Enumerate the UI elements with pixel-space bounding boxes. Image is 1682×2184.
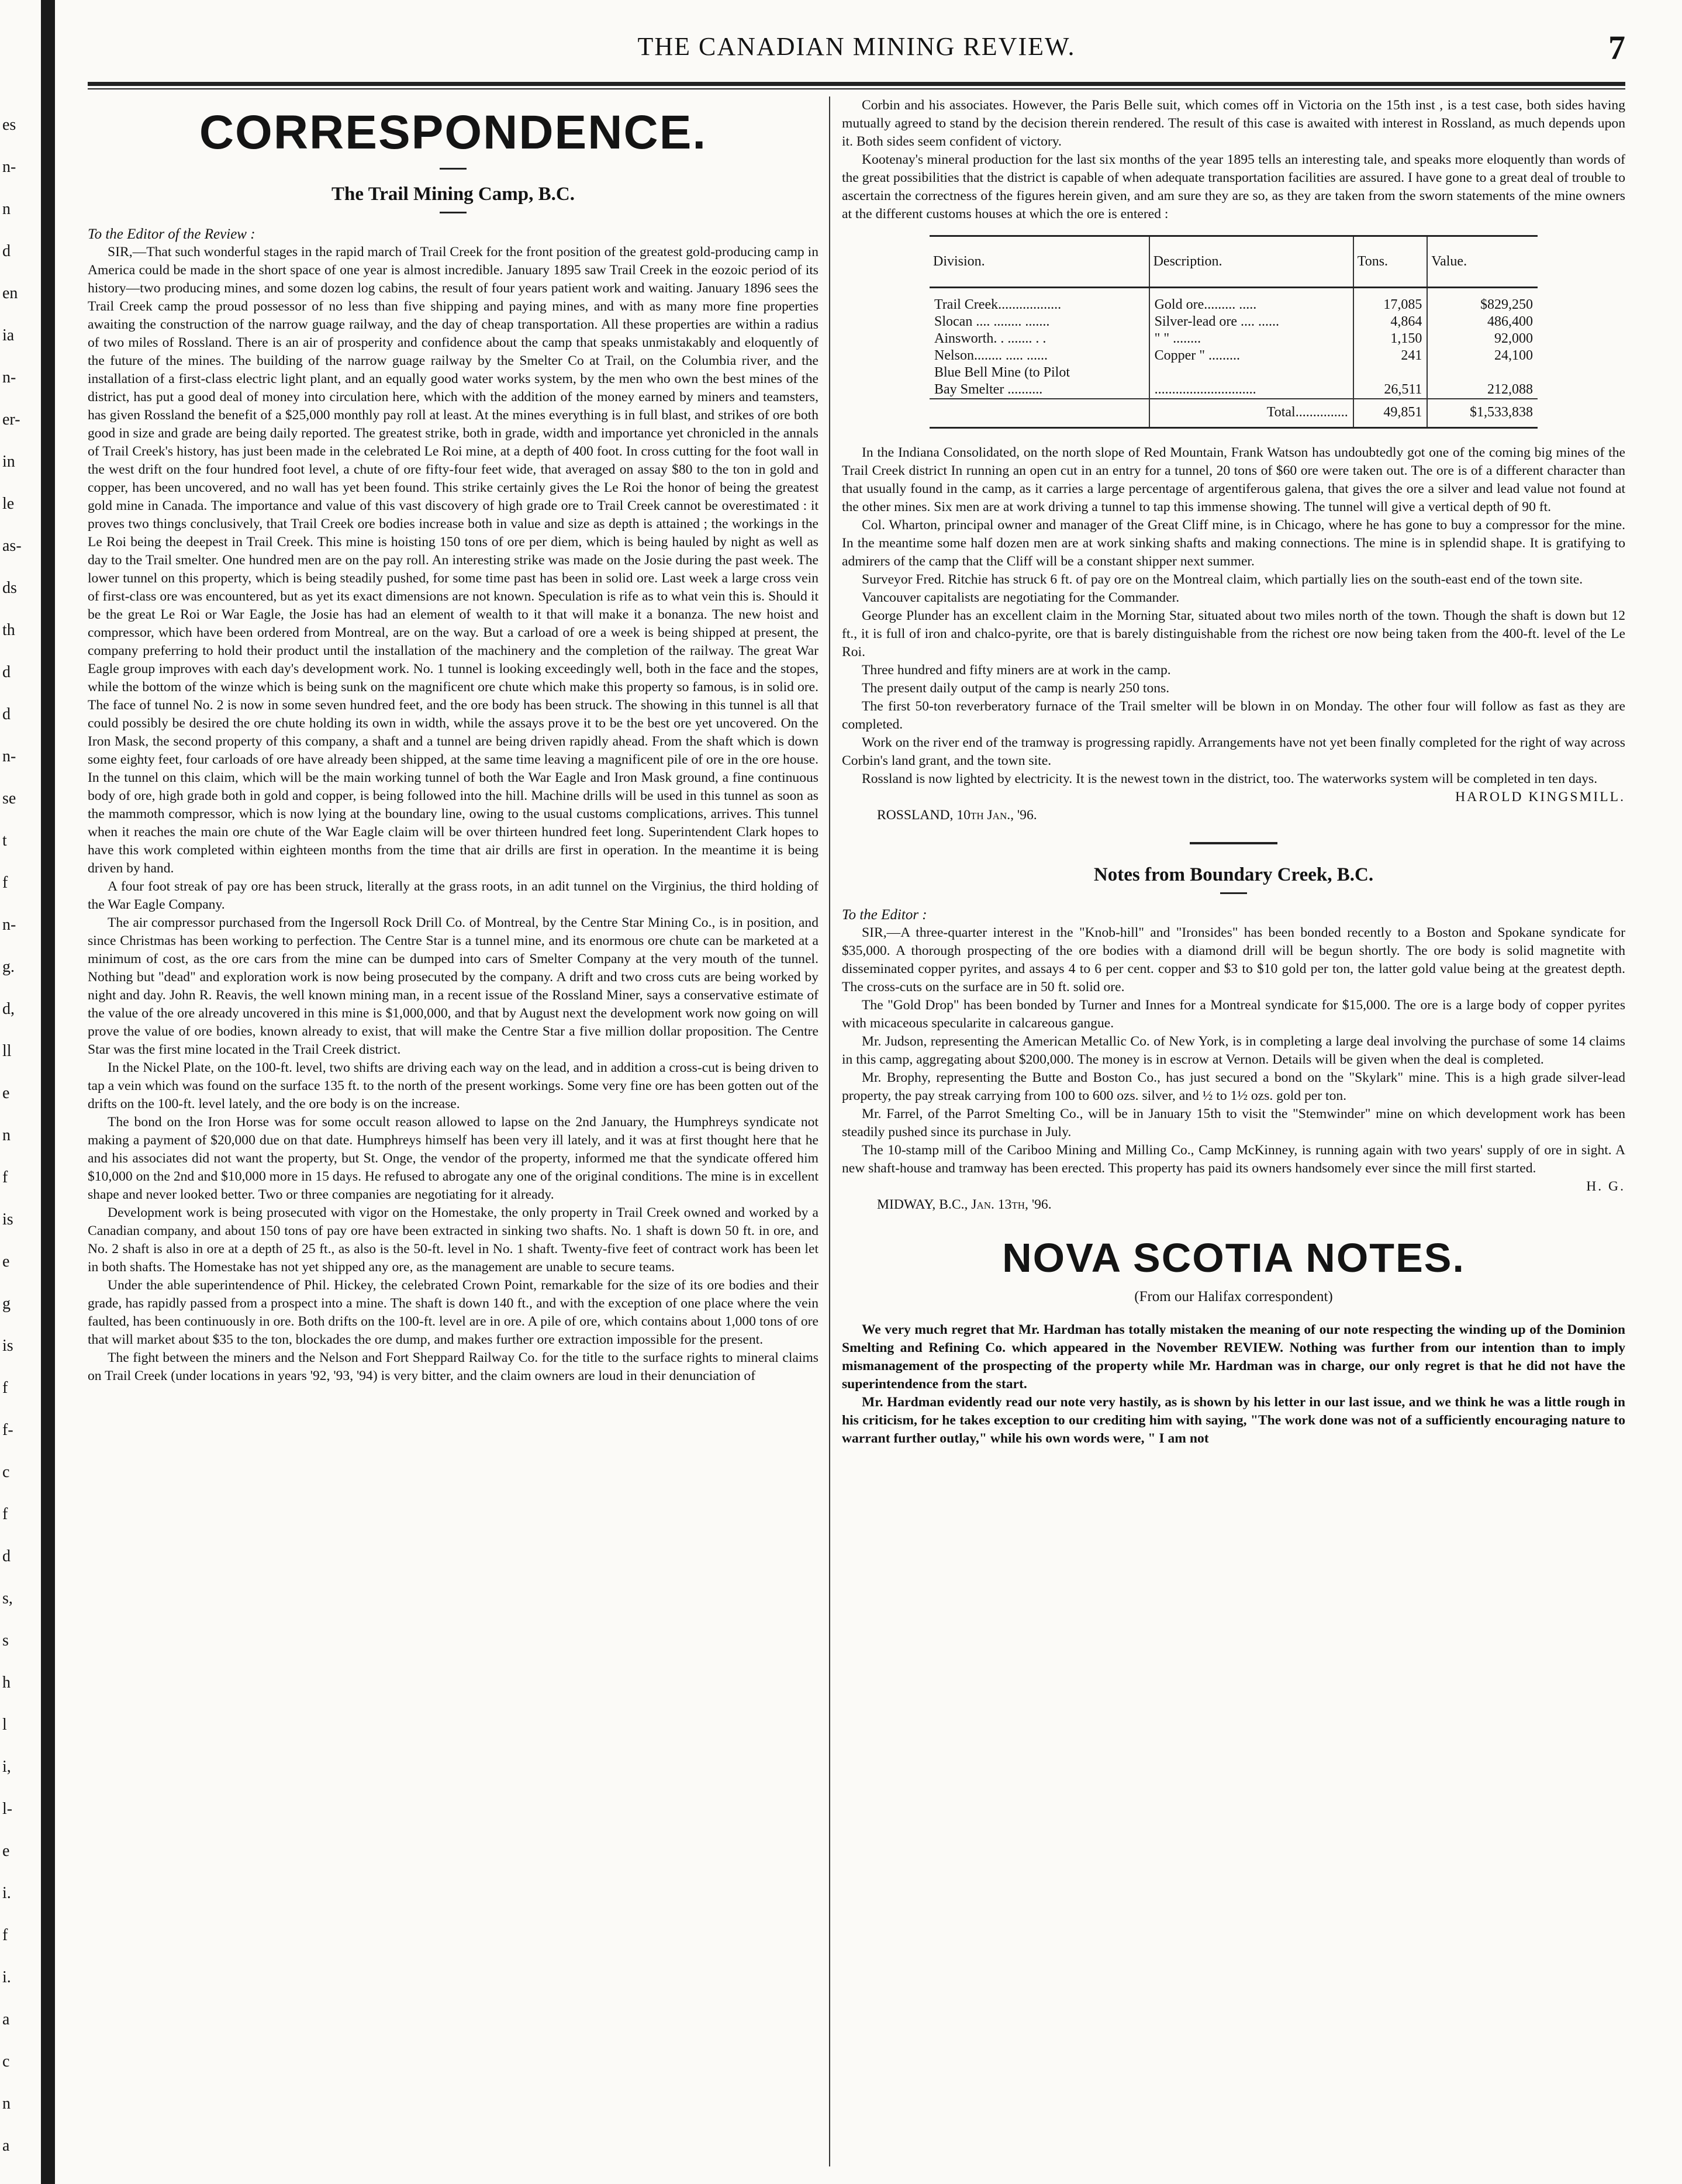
table-cell: Silver-lead ore .... ...... [1149, 313, 1353, 330]
divider-dash [440, 212, 467, 213]
page-header [88, 26, 1625, 73]
margin-fragment: g [2, 1295, 11, 1313]
margin-fragment: n [2, 2095, 11, 2113]
table-cell: 17,085 [1353, 288, 1428, 314]
trail-dateline: ROSSLAND, 10th Jan., '96. [877, 808, 1037, 823]
table-row [930, 381, 1538, 399]
margin-fragment: l [2, 1716, 7, 1734]
margin-fragment: is [2, 1210, 13, 1229]
margin-fragment: a [2, 2010, 10, 2028]
table-cell: 4,864 [1353, 313, 1428, 330]
margin-fragment: f [2, 1168, 8, 1186]
journal-title: THE CANADIAN MINING REVIEW. [637, 32, 1076, 61]
margin-fragment: en [2, 284, 18, 302]
boundary-article-body [842, 924, 1625, 1178]
margin-fragment: e [2, 1842, 10, 1860]
margin-fragment: n- [2, 747, 16, 765]
right-column [842, 96, 1625, 2166]
margin-fragment: es [2, 116, 16, 134]
margin-fragment: ia [2, 326, 15, 344]
margin-fragment: f [2, 1505, 8, 1523]
table-cell: 24,100 [1427, 347, 1538, 364]
margin-fragment: n- [2, 158, 16, 176]
paragraph: In the Indiana Consolidated, on the north slope of Red Mountain, Frank Watson has undoubtedly got one of the coming big mines of the Trail Creek district In running an open cut in an entry for a tunnel, 20 tons of $60 ore were taken out. The ore is of a different character than that usually found in the camp, as it carries a large percentage of argentiferous galena, that gives the ore a silver and lead value not found at the other mines. Six men are at work driving a tunnel to tap this immense showing. The tunnel will give a vertical depth of 90 ft. [842, 445, 1625, 515]
margin-fragment: t [2, 831, 7, 850]
margin-fragment: a [2, 2137, 10, 2155]
margin-fragment: d [2, 242, 11, 260]
left-margin-fragments [0, 0, 39, 2184]
table-cell: 486,400 [1427, 313, 1538, 330]
table-cell [1427, 364, 1538, 381]
margin-fragment: f- [2, 1421, 13, 1439]
margin-fragment: e [2, 1253, 10, 1271]
paragraph: Corbin and his associates. However, the Paris Belle suit, which comes off in Victoria on the 15th inst , is a test case, both sides having mutually agreed to stand by the decision therein rendered. The result of this case is awaited with interest in Rossland, as much depends upon it. Both sides seem confident of victory. [842, 98, 1625, 149]
table-header-value: Value. [1427, 236, 1538, 288]
paragraph: The fight between the miners and the Nelson and Fort Sheppard Railway Co. for the title to the surface rights to mineral claims on Trail Creek (under locations in years '92, '93, '94) is very bitter, and the claim owners are loud in their denunciation of [88, 1350, 818, 1383]
paragraph: Rossland is now lighted by electricity. It is the newest town in the district, too. The waterworks system will be completed in ten days. [862, 771, 1598, 786]
margin-fragment: i, [2, 1758, 11, 1776]
header-rule [88, 82, 1625, 86]
table-cell: 26,511 [1353, 381, 1428, 399]
margin-fragment: n- [2, 916, 16, 934]
trail-continuation [842, 96, 1625, 223]
margin-fragment: d [2, 1547, 11, 1565]
margin-fragment: in [2, 453, 15, 471]
margin-fragment: g. [2, 958, 15, 976]
trail-article-title: The Trail Mining Camp, B.C. [331, 184, 575, 205]
divider-dash [1220, 892, 1247, 894]
paragraph: We very much regret that Mr. Hardman has totally mistaken the meaning of our note respecting the winding up of the Dominion Smelting and Refining Co. which appeared in the November REVIEW. Nothing was further from our intention than to imply mismanagement of the prospecting of the property while Mr. Hardman was in charge, our only regret is that he did not have the superintendence from the start. [842, 1322, 1625, 1392]
nova-scotia-heading: NOVA SCOTIA NOTES. [1002, 1235, 1465, 1281]
paragraph: The "Gold Drop" has been bonded by Turner and Innes for a Montreal syndicate for $15,000. The ore is a large body of copper pyrites with micaceous specularite in calcareous gangue. [842, 998, 1625, 1031]
table-cell: Slocan .... ........ ....... [934, 314, 1050, 329]
boundary-signature: H. G. [1586, 1179, 1625, 1194]
paragraph: A four foot streak of pay ore has been struck, literally at the grass roots, in an adit tunnel on the Virginius, the third holding of the War Eagle Company. [88, 879, 818, 912]
paragraph: In the Nickel Plate, on the 100-ft. level, two shifts are driving each way on the lead, and in addition a cross-cut is being driven to tap a vein which was found on the surface 135 ft. to the north of the present workings. Some very fine ore has been gotten out of the drifts on the 100-ft. level lately, and the ore body is on the increase. [88, 1060, 818, 1112]
margin-fragment: n [2, 1126, 11, 1144]
paragraph: Surveyor Fred. Ritchie has struck 6 ft. of pay ore on the Montreal claim, which partially lies on the south-east end of the town site. [862, 572, 1583, 587]
table-cell: " " ........ [1149, 330, 1353, 347]
margin-fragment: as- [2, 537, 22, 555]
paragraph: SIR,—That such wonderful stages in the rapid march of Trail Creek for the front position of the greatest gold-producing camp in America could be made in the short space of one year is almost incredible. January 1895 saw Trail Creek in the eozoic period of its history—two producing mines, and some dozen log cabins, the result of four years patient work and waiting. January 1896 sees the Trail Creek camp the proud possessor of no less than five shipping and paying mines, and with as many more fine properties awaiting the construction of the narrow guage railway, and the day of cheap transportation. All these properties are within a radius of two miles of Rossland. There is an air of prosperity and confidence about the camp that speaks unmistakably and eloquently of the future of the mines. The building of the narrow guage railway by the Smelter Co at Trail, on the Columbia river, and the installation of a first-class electric light plant, and an equally good water works system, by the men who own the best mines of the district, has put a good deal of money into circulation here, which with the addition of the money earned by miners and teamsters, has given Rossland the benefit of a $25,000 monthly pay roll at least. At the mines everything is in full blast, and strikes of ore both good in size and grade are being daily reported. The greatest strike, both in grade, width and importance yet chronicled in the annals of Trail Creek's history, has just been made in the celebrated Le Roi mine, at a depth of 400 foot. In cross cutting for the foot wall in the west drift on the four hundred foot level, a chute of ore fifty-four feet wide, that averaged on assay $80 to the ton in gold and copper, has been uncovered, and no wall has yet been found. This strike certainly gives the Le Roi the honor of being the greatest gold mine in Canada. The importance and value of this vast discovery of high grade ore to Trail Creek cannot be overestimated : it proves two things conclusively, that Trail Creek ore bodies increase both in value and size as depth is attained ; the workings in the Le Roi being the deepest in Trail Creek. This mine is hoisting 150 tons of ore per diem, which is being hauled by night as well as day to the Trail smelter. One hundred men are on the pay roll. An interesting strike was made on the Josie during the past week. The lower tunnel on this property, which is being steadily pushed, for some time past has been in solid ore. Last week a large cross vein of first-class ore was encountered, but as yet its exact dimensions are not known. Speculation is rife as to what vein this is. Should it be the great Le Roi or War Eagle, the Josie has had an element of wealth to it that will make it a bonanza. The new hoist and compressor, which have been ordered from Montreal, are on the way. But a carload of ore a week is being shipped at present, the company preferring to hold their product until the installation of the machinery and the completion of the railway. The great War Eagle group improves with each day's development work. No. 1 tunnel is looking exceedingly well, both in the face and the stopes, while the bottom of the winze which is being sunk on the magnificent ore chute which make this property so famous, is in solid ore. The face of tunnel No. 2 is now in some seven hundred feet, and the ore body has been struck. The showing in this tunnel is all that could possibly be desired the ore chute holding its own in width, while the assays prove it to be the best ore yet uncovered. On the Iron Mask, the second property of this company, a shaft and a tunnel are being driven rapidly ahead. From the shaft which is down some eighty feet, four carloads of ore have already been shipped, at the same time leaving a magnificent pile of ore in the ore house. In the tunnel on this claim, which will be the main working tunnel of both the War Eagle and Iron Mask ground, a fine continuous body of ore, high grade both in gold and copper, is being followed into the hill. Machine drills will be used in this tunnel as soon as the mammoth compressor, which is now lying at the boundary line, owing to the usual customs complications, arrives. This tunnel when it reaches the main ore chute of the War Eagle claim will be over thirteen hundred feet long. Superintendent Clark hopes to have this work completed within eighteen months from the time that air drills are first in operation. In the meantime it is being driven by hand. [88, 244, 818, 876]
table-cell [1353, 364, 1428, 381]
table-header-division: Division. [930, 236, 1149, 288]
nova-scotia-body [842, 1321, 1625, 1448]
table-cell: 241 [1353, 347, 1428, 364]
boundary-article-title: Notes from Boundary Creek, B.C. [1093, 864, 1374, 885]
paragraph: Kootenay's mineral production for the last six months of the year 1895 tells an interesting tale, and speaks more eloquently than words of the great possibilities that the district is capable of when adequate transportation facilities are assured. I have gone to a great deal of trouble to ascertain the correctness of the figures herein given, and am sure they are so, as they are taken from the sworn statements of the mine owners at the different customs houses at which the ore is entered : [842, 152, 1625, 222]
paragraph: The present daily output of the camp is nearly 250 tons. [862, 681, 1170, 696]
margin-fragment: f [2, 1926, 8, 1944]
table-cell: Blue Bell Mine (to Pilot [934, 365, 1070, 380]
paragraph: Vancouver capitalists are negotiating for the Commander. [862, 590, 1180, 605]
table-cell [1149, 364, 1353, 381]
paragraph: Work on the river end of the tramway is progressing rapidly. Arrangements have not yet been finally completed for the right of way across Corbin's land grant, and the town site. [842, 735, 1625, 768]
paragraph: SIR,—A three-quarter interest in the "Knob-hill" and "Ironsides" has been bonded recently to a Boston and Spokane syndicate for $35,000. A thorough prospecting of the ore bodies with a diamond drill will be begun shortly. The ore body is solid magnetite with disseminated copper pyrites, and assays 4 to 6 per cent. copper and $3 to $10 gold per ton, the latter gold value being at the greatest depth. The cross-cuts on the surface are in 50 ft. solid ore. [842, 925, 1625, 995]
total-value: $1,533,838 [1427, 399, 1538, 428]
table-cell: 1,150 [1353, 330, 1428, 347]
paragraph: George Plunder has an excellent claim in the Morning Star, situated about two miles north of the town. Though the shaft is down but 12 ft., it is full of iron and chalco-pyrite, ore that is barely distinguishable from the richest ore now being taken from the 400-ft. level of the Le Roi. [842, 608, 1625, 660]
divider-dash [440, 168, 467, 170]
paragraph: Mr. Farrel, of the Parrot Smelting Co., will be in January 15th to visit the "Stemwinder" mine on which development work has been steadily pushed since its purchase in July. [842, 1106, 1625, 1140]
margin-fragment: i. [2, 1968, 11, 1986]
margin-fragment: c [2, 2052, 10, 2071]
header-rule-thin [88, 88, 1625, 89]
paragraph: Mr. Brophy, representing the Butte and Boston Co., has just secured a bond on the "Skylark" mine. This is a high grade silver-lead property, the pay streak carrying from 100 to 600 ozs. silver, and ½ to 1½ ozs. gold per ton. [842, 1070, 1625, 1103]
table-row [930, 313, 1538, 330]
paragraph: Mr. Hardman evidently read our note very hastily, as is shown by his letter in our last issue, and we think he was a little rough in his criticism, for he takes exception to our crediting him with saying, "The work done was not of a sufficiently encouraging nature to warrant further outlay," while his own words were, " I am not [842, 1395, 1625, 1446]
boundary-dateline: MIDWAY, B.C., Jan. 13th, '96. [877, 1197, 1052, 1212]
nova-scotia-subtitle: (From our Halifax correspondent) [1134, 1289, 1333, 1305]
trail-signature: HAROLD KINGSMILL. [1455, 789, 1625, 805]
paragraph: Col. Wharton, principal owner and manager of the Great Cliff mine, is in Chicago, where he has gone to buy a compressor for the mine. In the meantime some half dozen men are at work sinking shafts and making connections. The mine is in splendid shape. It is gratifying to admirers of the camp that the Cliff will be a constant shipper next summer. [842, 517, 1625, 569]
margin-fragment: th [2, 621, 15, 639]
margin-fragment: d, [2, 1000, 15, 1018]
table-row [930, 288, 1538, 314]
total-tons: 49,851 [1353, 399, 1428, 428]
margin-fragment: ll [2, 1042, 12, 1060]
margin-fragment: s, [2, 1589, 13, 1607]
table-total-row [930, 399, 1538, 428]
table-header-description: Description. [1149, 236, 1353, 288]
paragraph: Mr. Judson, representing the American Metallic Co. of New York, is in completing a large deal involving the purchase of some 14 claims in this camp, aggregating about $200,000. The money is in escrow at Vernon. Details will be given when the deal is completed. [842, 1034, 1625, 1067]
paragraph: The first 50-ton reverberatory furnace of the Trail smelter will be blown in on Monday. The other four will follow as fast as they are completed. [842, 699, 1625, 732]
margin-fragment: is [2, 1337, 13, 1355]
table-cell: Bay Smelter .......... [934, 382, 1043, 397]
production-table [930, 235, 1538, 429]
table-cell: 92,000 [1427, 330, 1538, 347]
table-cell: Trail Creek.................. [934, 297, 1062, 312]
margin-fragment: le [2, 495, 15, 513]
paragraph: Under the able superintendence of Phil. Hickey, the celebrated Crown Point, remarkable for the size of its ore bodies and their grade, has rapidly passed from a prospect into a mine. The shaft is down 140 ft., and with the exception of one place where the vein faulted, has been continuously in ore. Both drifts on the 100-ft. level are in ore. A pile of ore, which contains about 1,000 tons of ore that will market about $35 to the ton, blockades the ore dump, and makes further ore extraction impossible for the present. [88, 1278, 818, 1347]
paragraph: The air compressor purchased from the Ingersoll Rock Drill Co. of Montreal, by the Centre Star Mining Co., is in position, and since Christmas has been working to perfection. The Centre Star is a tunnel mine, and its enormous ore chute can be marketed at a minimum of cost, as the ore cars from the mine can be dumped into cars of Smelter Company at the very mouth of the tunnel. Nothing but "dead" and exploration work is now being prosecuted by the company. A drift and two cross cuts are being worked by night and day. John R. Reavis, the well known mining man, in a recent issue of the Rossland Miner, says a conservative estimate of the value of the ore already uncovered in this mine is $1,000,000, and that by August next the development work now going on will prove the value of ore bodies, known already to exist, that will make the Centre Star a five million dollar proposition. The Centre Star was the first mine located in the Trail Creek district. [88, 915, 818, 1057]
correspondence-heading: CORRESPONDENCE. [199, 106, 707, 159]
section-divider [1190, 842, 1277, 844]
margin-fragment: e [2, 1084, 10, 1102]
table-row [930, 347, 1538, 364]
table-row [930, 364, 1538, 381]
margin-fragment: c [2, 1463, 10, 1481]
boundary-salutation: To the Editor : [842, 907, 927, 923]
table-cell: Nelson........ ..... ...... [934, 348, 1048, 363]
paragraph: The 10-stamp mill of the Cariboo Mining and Milling Co., Camp McKinney, is running again with two years' supply of ore in sight. A new shaft-house and tramway has been erected. This property has paid its owners handsomely ever since the mill first started. [842, 1143, 1625, 1176]
table-header-tons: Tons. [1353, 236, 1428, 288]
margin-fragment: er- [2, 410, 20, 429]
margin-fragment: d [2, 705, 11, 723]
binding-bar [41, 0, 55, 2184]
left-column [88, 96, 818, 2166]
paragraph: The bond on the Iron Horse was for some occult reason allowed to lapse on the 2nd January, the Humphreys syndicate not making a payment of $20,000 due on that date. Humphreys himself has been very ill lately, and it was at first thought here that he and his associates did not want the property, but St. Onge, the vendor of the property, informed me that the syndicate offered him $10,000 on the 2nd and $10,000 more in 15 days. He refused to abrogate any one of the original conditions. The mine is in excellent shape and never looked better. Two or three companies are negotiating for it already. [88, 1115, 818, 1202]
table-cell: Gold ore......... ..... [1149, 288, 1353, 314]
paragraph: Three hundred and fifty miners are at work in the camp. [862, 663, 1171, 678]
trail-salutation: To the Editor of the Review : [88, 226, 255, 242]
table-row [930, 330, 1538, 347]
total-label: Total............... [1149, 399, 1353, 428]
margin-fragment: h [2, 1674, 11, 1692]
paragraph: Development work is being prosecuted with vigor on the Homestake, the only property in Trail Creek owned and worked by a Canadian company, and about 150 tons of pay ore have been extracted in sinking two shafts. No. 1 shaft is down 50 ft. in ore, and No. 2 shaft is also in ore at a depth of 25 ft., as also is the 50-ft. level in No. 1 shaft. Twenty-five feet of contract work has been let in both shafts. The Homestake has not yet shipped any ore, as the management are unable to secure teams. [88, 1205, 818, 1275]
column-divider [829, 96, 830, 2166]
table-cell: 212,088 [1427, 381, 1538, 399]
margin-fragment: d [2, 663, 11, 681]
table-cell: Ainsworth. . ....... . . [934, 331, 1046, 346]
margin-fragment: s [2, 1631, 9, 1650]
trail-article-body [88, 243, 818, 1385]
margin-fragment: ds [2, 579, 17, 597]
table-cell: ............................. [1149, 381, 1353, 399]
margin-fragment: se [2, 789, 16, 808]
margin-fragment: n [2, 200, 11, 218]
page-number: 7 [1608, 29, 1625, 67]
margin-fragment: n- [2, 368, 16, 387]
margin-fragment: i. [2, 1884, 11, 1902]
table-cell: $829,250 [1427, 288, 1538, 314]
table-cell: Copper " ......... [1149, 347, 1353, 364]
margin-fragment: l- [2, 1800, 13, 1818]
margin-fragment: f [2, 1379, 8, 1397]
trail-after-table [842, 444, 1625, 788]
margin-fragment: f [2, 874, 8, 892]
